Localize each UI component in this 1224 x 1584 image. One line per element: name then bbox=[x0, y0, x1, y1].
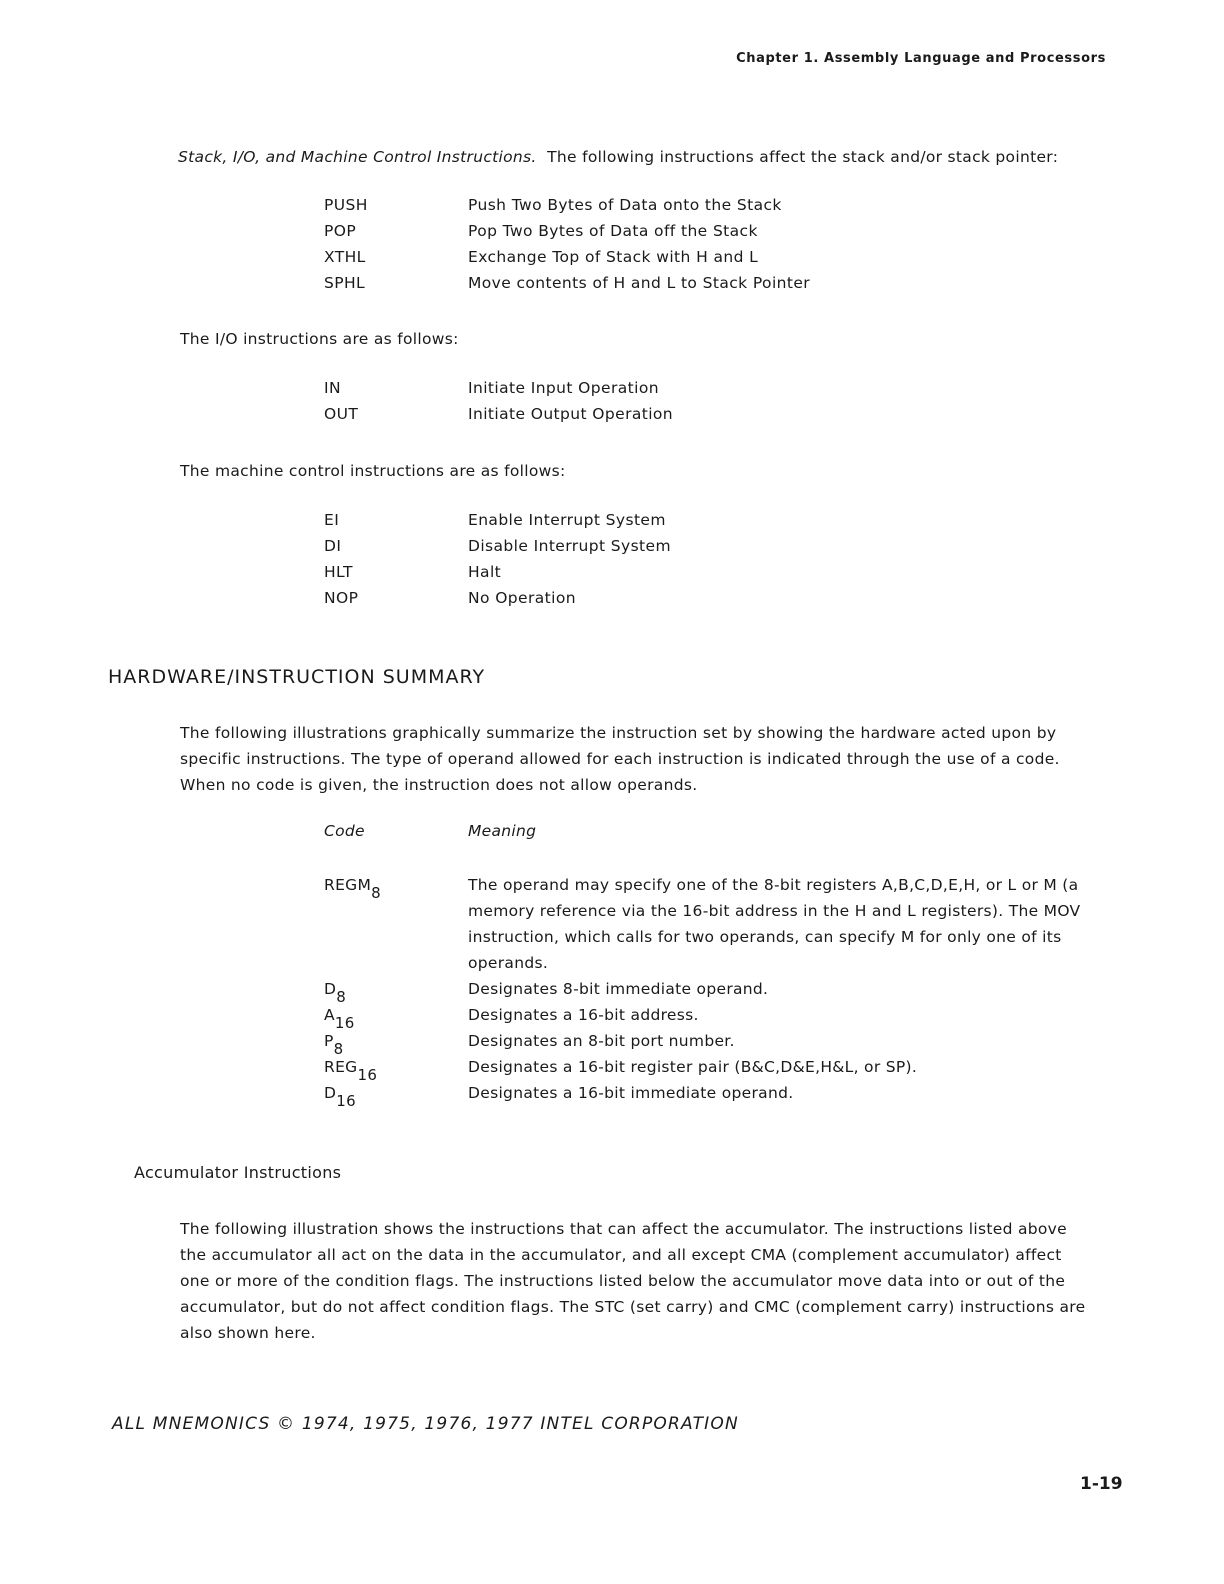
machine-intro: The machine control instructions are as follows: bbox=[180, 462, 566, 480]
io-intro: The I/O instructions are as follows: bbox=[180, 330, 459, 348]
mnemonic: OUT bbox=[324, 405, 359, 423]
description: Pop Two Bytes of Data off the Stack bbox=[468, 222, 758, 240]
description: Push Two Bytes of Data onto the Stack bbox=[468, 196, 782, 214]
operand-meaning: Designates a 16-bit register pair (B&C,D&E,H&L, or SP). bbox=[468, 1058, 918, 1076]
mnemonic: HLT bbox=[324, 563, 353, 581]
operand-code: $A_{16}$ bbox=[324, 1006, 355, 1032]
meaning-column-header: Meaning bbox=[468, 822, 537, 840]
description: Initiate Input Operation bbox=[468, 379, 659, 397]
stack-intro-lead: Stack, I/O, and Machine Control Instructions. bbox=[178, 148, 537, 166]
mnemonic: PUSH bbox=[324, 196, 368, 214]
table-row bbox=[324, 1080, 1094, 1110]
operand-code: $D_8$ bbox=[324, 980, 347, 1006]
operand-code: $P_8$ bbox=[324, 1032, 344, 1058]
description: Exchange Top of Stack with H and L bbox=[468, 248, 759, 266]
description: Disable Interrupt System bbox=[468, 537, 671, 555]
table-row bbox=[324, 872, 1094, 976]
mnemonic: EI bbox=[324, 511, 340, 529]
table-row bbox=[324, 1028, 1094, 1058]
operand-meaning: Designates 8-bit immediate operand. bbox=[468, 980, 769, 998]
description: Initiate Output Operation bbox=[468, 405, 674, 423]
operand-meaning: Designates an 8-bit port number. bbox=[468, 1032, 735, 1050]
mnemonic: SPHL bbox=[324, 274, 366, 292]
code-meaning-table bbox=[324, 822, 1094, 1110]
mnemonic: DI bbox=[324, 537, 342, 555]
description: Move contents of H and L to Stack Pointer bbox=[468, 274, 811, 292]
code-table-header bbox=[324, 822, 1094, 872]
page-number: 1-19 bbox=[1080, 1474, 1123, 1494]
section-heading: HARDWARE/INSTRUCTION SUMMARY bbox=[108, 666, 486, 688]
mnemonic: IN bbox=[324, 379, 341, 397]
operand-meaning: Designates a 16-bit immediate operand. bbox=[468, 1084, 794, 1102]
description: No Operation bbox=[468, 589, 576, 607]
table-row bbox=[324, 1002, 1094, 1032]
stack-intro-paragraph bbox=[178, 144, 1108, 170]
description: Halt bbox=[468, 563, 502, 581]
stack-intro-text: The following instructions affect the stack and/or stack pointer: bbox=[547, 148, 1059, 166]
table-row bbox=[324, 1054, 1094, 1084]
operand-meaning: Designates a 16-bit address. bbox=[468, 1006, 699, 1024]
summary-paragraph: The following illustrations graphically summarize the instruction set by showing the hardware acted upon by specific instructions. The type of operand allowed for each instruction is indicated through the use of a code. When no code is given, the instruction does not allow operands. bbox=[180, 724, 1060, 794]
table-row bbox=[324, 976, 1094, 1006]
operand-meaning: The operand may specify one of the 8-bit registers A,B,C,D,E,H, or L or M (a memory reference via the 16-bit address in the H and L registers). The MOV instruction, which calls for two operands, can specify M for only one of its operands. bbox=[468, 876, 1081, 972]
operand-code: $REGM_8$ bbox=[324, 876, 381, 902]
mnemonic: POP bbox=[324, 222, 357, 240]
mnemonic: XTHL bbox=[324, 248, 366, 266]
mnemonic: NOP bbox=[324, 589, 359, 607]
code-column-header: Code bbox=[324, 822, 365, 840]
operand-code: $D_{16}$ bbox=[324, 1084, 356, 1110]
description: Enable Interrupt System bbox=[468, 511, 666, 529]
copyright-notice: ALL MNEMONICS © 1974, 1975, 1976, 1977 INTEL CORPORATION bbox=[112, 1414, 739, 1434]
chapter-header: Chapter 1. Assembly Language and Processors bbox=[736, 51, 1106, 66]
accumulator-paragraph: The following illustration shows the instructions that can affect the accumulator. The instructions listed above the accumulator all act on the data in the accumulator, and all except CMA (complement accumulator) affect one or more of the condition flags. The instructions listed below the accumulator move data into or out of the accumulator, but do not affect condition flags. The STC (set carry) and CMC (complement carry) instructions are also shown here. bbox=[180, 1220, 1086, 1342]
accumulator-subheading: Accumulator Instructions bbox=[134, 1163, 342, 1182]
operand-code: $REG_{16}$ bbox=[324, 1058, 378, 1084]
